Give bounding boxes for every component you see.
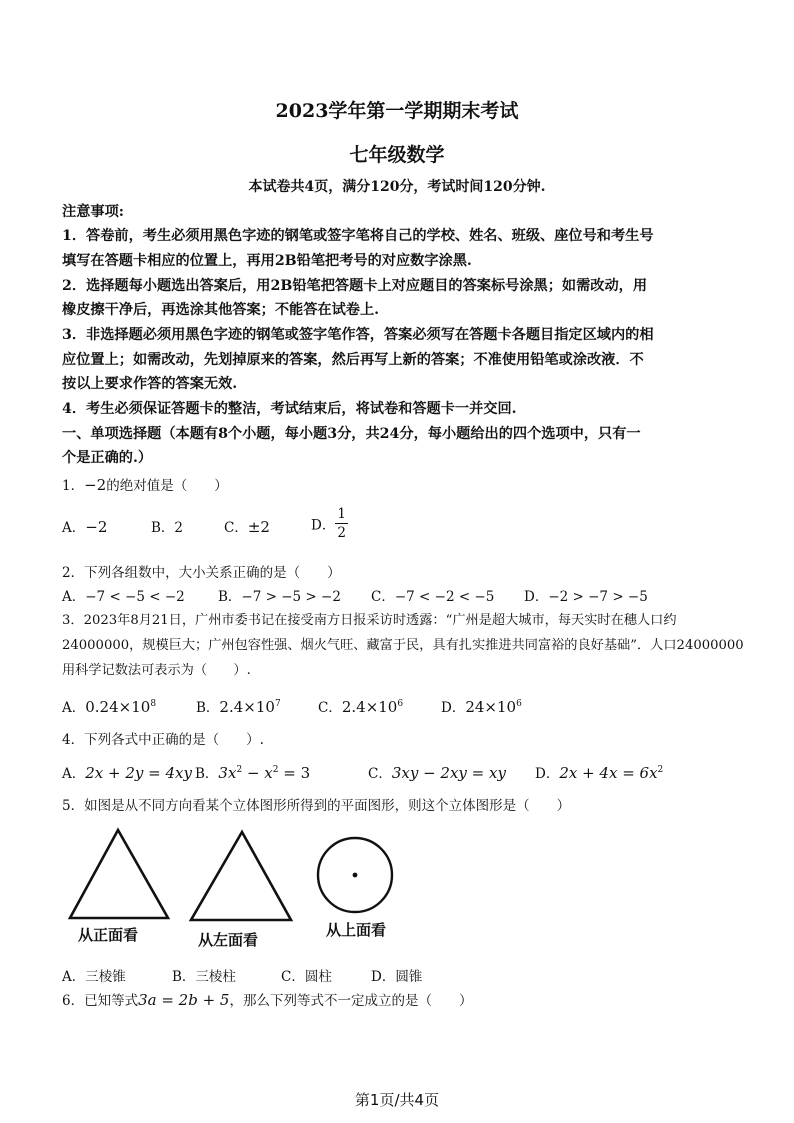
q1-number: 1． bbox=[62, 478, 85, 494]
q1-expression: −2 bbox=[84, 476, 107, 494]
question-6-stem: 6．已知等式3a = 2b + 5，那么下列等式不一定成立的是（ ） bbox=[62, 991, 473, 1009]
note-4: 4．考生必须保证答题卡的整洁，考试结束后，将试卷和答题卡一并交回. bbox=[62, 401, 517, 417]
q2-option-d[interactable]: D．−2 > −7 > −5 bbox=[524, 589, 648, 605]
note-2-line-2: 橡皮擦干净后，再选涂其他答案；不能答在试卷上. bbox=[62, 302, 380, 318]
section-1-heading-line-1: 一、单项选择题（本题有8个小题，每小题3分，共24分，每小题给出的四个选项中，只有一 bbox=[62, 426, 641, 442]
notes-heading: 注意事项: bbox=[62, 204, 124, 220]
q6-equation: 3a = 2b + 5 bbox=[138, 991, 230, 1009]
section-1-heading-line-2: 个是正确的.） bbox=[62, 450, 153, 466]
question-3-line-1: 3．2023年8月21日，广州市委书记在接受南方日报采访时透露：“广州是超大城市，每天实时在穗人口约 bbox=[62, 613, 677, 628]
top-view-label: 从上面看 bbox=[326, 921, 387, 939]
top-view-center-dot bbox=[353, 873, 358, 878]
q2-option-a[interactable]: A．−7 < −5 < −2 bbox=[62, 589, 185, 605]
q2-option-c[interactable]: C．−7 < −2 < −5 bbox=[371, 589, 495, 605]
question-4-stem: 4．下列各式中正确的是（ ）. bbox=[62, 732, 264, 748]
q1-option-c[interactable]: C．±2 bbox=[224, 518, 270, 536]
q5-option-c[interactable]: C．圆柱 bbox=[281, 969, 332, 985]
q4-option-c[interactable]: C．3xy − 2xy = xy bbox=[368, 764, 506, 782]
note-1-line-2: 填写在答题卡相应的位置上，再用2B铅笔把考号的对应数字涂黑. bbox=[62, 253, 472, 269]
q1-option-a[interactable]: A．−2 bbox=[62, 518, 108, 536]
page-number: 第1页/共4页 bbox=[354, 1091, 440, 1109]
exam-info: 本试卷共4页，满分120分，考试时间120分钟. bbox=[248, 179, 546, 195]
q4-option-d[interactable]: D．$2x + 4x = 6x^2$ bbox=[535, 764, 664, 782]
question-5-stem: 5．如图是从不同方向看某个立体图形所得到的平面图形，则这个立体图形是（ ） bbox=[62, 798, 571, 814]
question-3-line-3: 用科学记数法可表示为（ ）. bbox=[62, 663, 251, 678]
q3-option-d[interactable]: D．$24\times 10^6$ bbox=[441, 698, 522, 716]
question-1-stem bbox=[62, 474, 228, 494]
q5-option-a[interactable]: A．三棱锥 bbox=[62, 969, 126, 985]
exam-subtitle: 七年级数学 bbox=[349, 144, 445, 166]
left-view-triangle bbox=[191, 832, 291, 920]
left-view-label: 从左面看 bbox=[198, 931, 259, 949]
q3-option-a[interactable]: A．$0.24\times 10^8$ bbox=[62, 698, 157, 716]
note-3-line-1: 3．非选择题必须用黑色字迹的钢笔或签字笔作答，答案必须写在答题卡各题目指定区域内的相 bbox=[62, 327, 654, 343]
q3-option-b[interactable]: B．$2.4\times 10^7$ bbox=[196, 698, 281, 716]
note-3-line-2: 应位置上；如需改动，先划掉原来的答案，然后再写上新的答案；不准使用铅笔或涂改液．不 bbox=[62, 352, 644, 368]
q2-option-b[interactable]: B．−7 > −5 > −2 bbox=[218, 589, 341, 605]
q5-option-d[interactable]: D．圆锥 bbox=[371, 969, 423, 985]
note-3-line-3: 按以上要求作答的答案无效. bbox=[62, 376, 238, 392]
q3-option-c[interactable]: C．$2.4\times 10^6$ bbox=[318, 698, 404, 716]
fraction: $\frac{1}{2}$ bbox=[337, 506, 346, 541]
question-2-stem: 2．下列各组数中，大小关系正确的是（ ） bbox=[62, 565, 341, 581]
note-2-line-1: 2．选择题每小题选出答案后，用2B铅笔把答题卡上对应题目的答案标号涂黑；如需改动，用 bbox=[62, 278, 648, 294]
exam-title: 2023学年第一学期期末考试 bbox=[275, 100, 519, 122]
q4-option-b[interactable]: B．$3x^2 - x^2 = 3$ bbox=[195, 764, 311, 782]
front-view-triangle bbox=[70, 830, 168, 918]
q5-option-b[interactable]: B．三棱柱 bbox=[172, 969, 236, 985]
note-1-line-1: 1．答卷前，考生必须用黑色字迹的钢笔或签字笔将自己的学校、姓名、班级、座位号和考生号 bbox=[62, 228, 654, 244]
q1-option-d[interactable]: D． $\frac{1}{2}$ bbox=[311, 506, 346, 541]
q1-option-b[interactable]: B．2 bbox=[151, 520, 184, 536]
q1-text: 的绝对值是（ ） bbox=[106, 478, 228, 494]
q5-three-views-figure bbox=[60, 826, 420, 926]
front-view-label: 从正面看 bbox=[78, 926, 139, 944]
q4-option-a[interactable]: A．2x + 2y = 4xy bbox=[62, 764, 192, 782]
question-3-line-2: 24000000，规模巨大；广州包容性强、烟火气旺、藏富于民，具有扎实推进共同富裕的良好基础”．人口24000000 bbox=[62, 638, 744, 653]
